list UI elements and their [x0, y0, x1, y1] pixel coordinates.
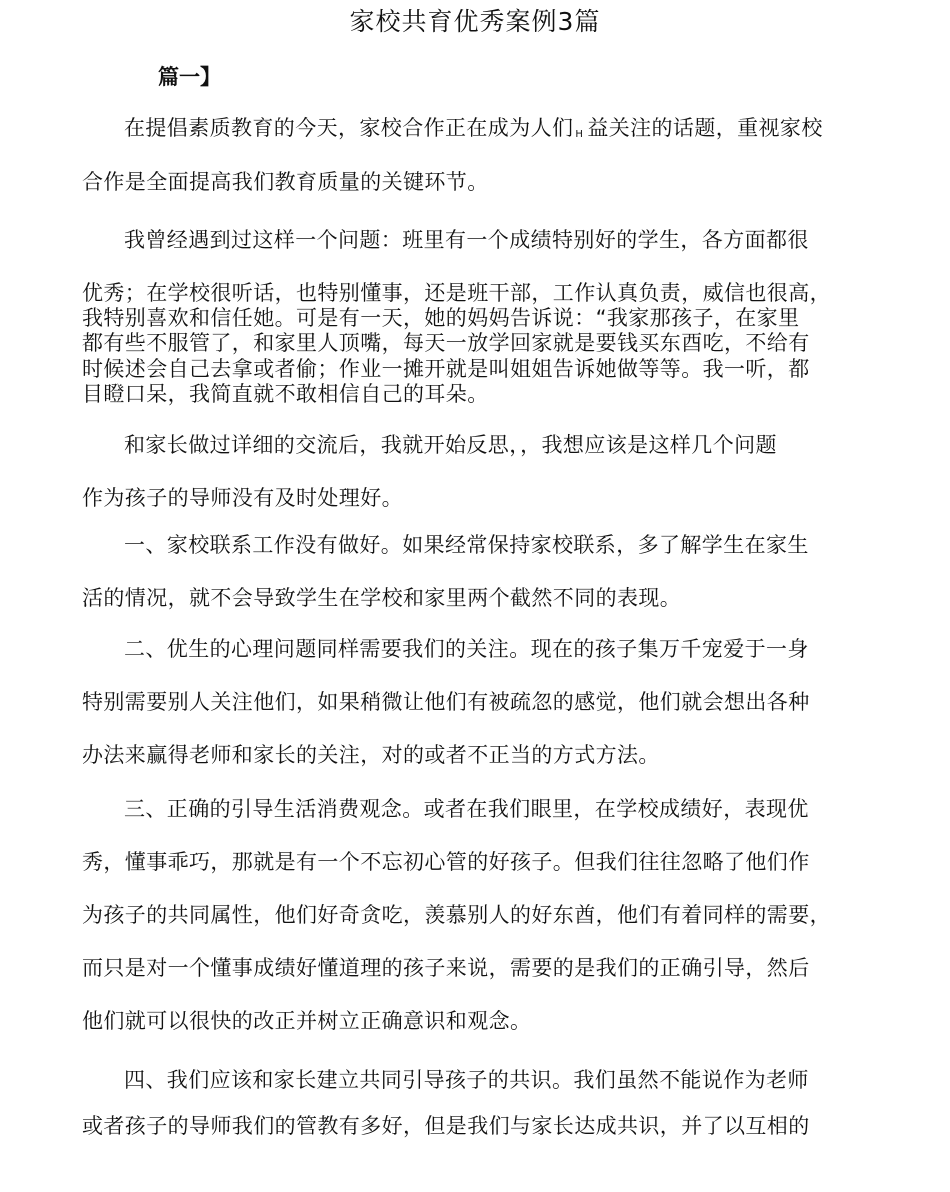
- text-run: 益关注的话题，重视家校: [587, 116, 823, 140]
- paragraph-3-line-2: 作为孩子的导师没有及时处理好。: [82, 486, 403, 510]
- paragraph-2-line-3: 我特别喜欢和信任她。可是有一天，她的妈妈告诉说：“我家那孩子，在家里: [82, 306, 800, 330]
- paragraph-7-line-1: 四、我们应该和家长建立共同引导孩子的共识。我们虽然不能说作为老师: [124, 1068, 809, 1092]
- paragraph-5-line-1: 二、优生的心理问题同样需要我们的关注。现在的孩子集万千宠爱于一身: [124, 637, 809, 661]
- paragraph-7-line-2: 或者孩子的导师我们的管教有多好，但是我们与家长达成共识，并了以互相的: [82, 1114, 810, 1138]
- document-title: 家校共育优秀案例3篇: [349, 7, 601, 36]
- paragraph-4-line-1: 一、家校联系工作没有做好。如果经常保持家校联系，多了解学生在家生: [124, 533, 809, 557]
- section-heading: 篇一】: [158, 65, 221, 89]
- paragraph-2-line-4: 都有些不服管了，和家里人顶嘴，每天一放学回家就是要钱买东酉吃，不给有: [82, 331, 810, 355]
- paragraph-2-line-2: 优秀；在学校很听话，也特别懂事，还是班干部，工作认真负责，威信也很高，: [82, 281, 831, 305]
- paragraph-2-line-5: 时候述会自己去拿或者偷；作业一摊开就是叫姐姐告诉她做等等。我一听，都: [82, 357, 810, 381]
- paragraph-5-line-3: 办法来赢得老师和家长的关注，对的或者不正当的方式方法。: [82, 743, 660, 767]
- paragraph-6-line-1: 三、正确的引导生活消费观念。或者在我们眼里，在学校成绩好，表现优: [124, 797, 809, 821]
- paragraph-6-line-4: 而只是对一个懂事成绩好懂道理的孩子来说，需要的是我们的正确引导，然后: [82, 956, 810, 980]
- paragraph-6-line-3: 为孩子的共同属性，他们好奇贪吃，羡慕别人的好东酋，他们有着同样的需要，: [82, 903, 831, 927]
- paragraph-6-line-5: 他们就可以很快的改正并树立正确意识和观念。: [82, 1009, 532, 1033]
- paragraph-2-line-1: 我曾经遇到过这样一个问题：班里有一个成绩特别好的学生，各方面都很: [124, 228, 809, 252]
- paragraph-4-line-2: 活的情况，就不会导致学生在学校和家里两个截然不同的表现。: [82, 586, 682, 610]
- small-glyph: H: [575, 129, 584, 140]
- paragraph-3-line-1: 和家长做过详细的交流后，我就开始反思，，我想应该是这样几个问题: [124, 433, 777, 457]
- paragraph-5-line-2: 特别需要别人关注他们，如果稍微让他们有被疏忽的感觉，他们就会想出各种: [82, 690, 810, 714]
- text-run: 在提倡素质教育的今天，家校合作正在成为人们: [124, 116, 574, 140]
- paragraph-2-line-6: 目瞪口呆，我简直就不敢相信自己的耳朵。: [82, 382, 489, 406]
- paragraph-6-line-2: 秀，懂事乖巧，那就是有一个不忘初心管的好孩子。但我们往往忽略了他们作: [82, 850, 810, 874]
- paragraph-1-line-2: 合作是全面提高我们教育质量的关键环节。: [82, 170, 489, 194]
- paragraph-1-line-1: [124, 115, 823, 148]
